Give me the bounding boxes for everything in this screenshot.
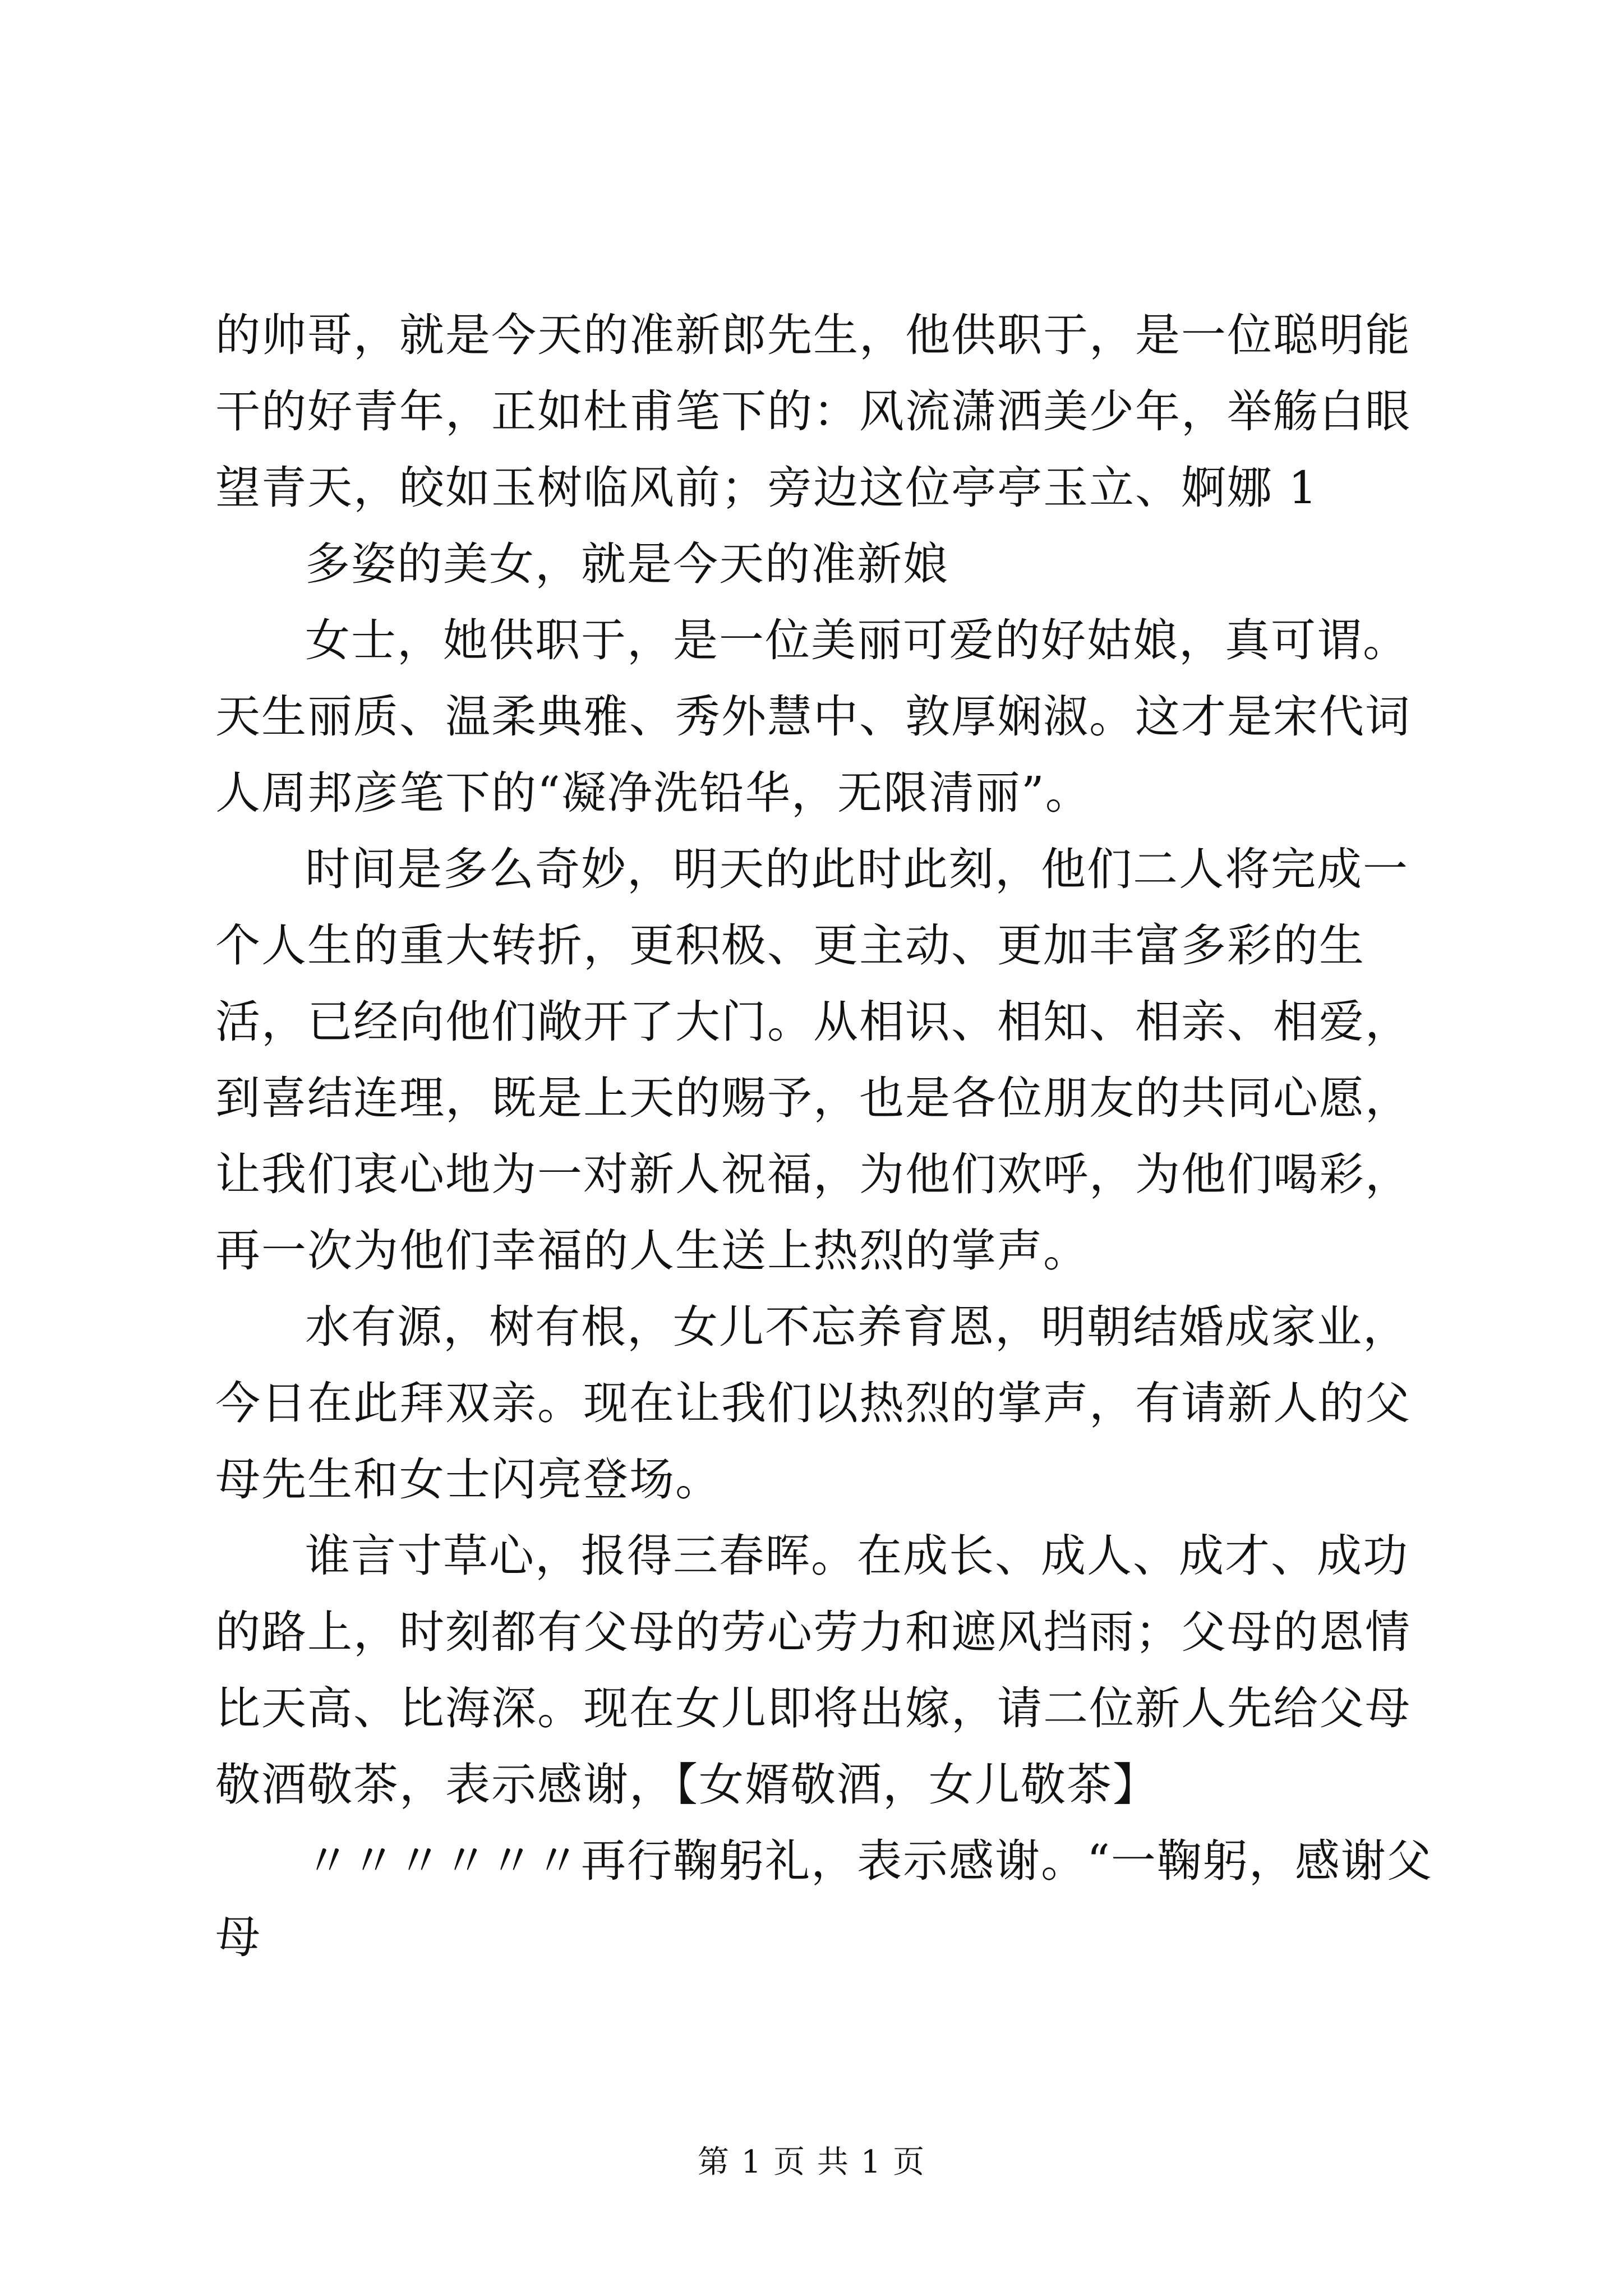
document-body [215, 297, 1438, 1976]
paragraph-bride-intro: 女士，她供职于，是一位美丽可爱的好姑娘，真可谓。天生丽质、温柔典雅、秀外慧中、敦厚娴淑。这才是宋代词人周邦彦笔下的“凝净洗铅华，无限清丽”。 [215, 614, 1411, 819]
paragraph-blessing: 时间是多么奇妙，明天的此时此刻，他们二人将完成一个人生的重大转折，更积极、更主动、更加丰富多彩的生活，已经向他们敞开了大门。从相识、相知、相亲、相爱，到喜结连理，既是上天的赐予，也是各位朋友的共同心愿，让我们衷心地为一对新人祝福，为他们欢呼，为他们喝彩，再一次为他们幸福的人生送上热烈的掌声。 [215, 843, 1411, 1277]
paragraph-parents-invite: 水有源，树有根，女儿不忘养育恩，明朝结婚成家业，今日在此拜双亲。现在让我们以热烈的掌声，有请新人的父母先生和女士闪亮登场。 [215, 1301, 1411, 1506]
page-footer: 第 1 页 共 1 页 [697, 2144, 926, 2180]
paragraph-bow: 〃〃〃〃〃〃再行鞠躬礼，表示感谢。“一鞠躬，感谢父母 [215, 1835, 1433, 1963]
paragraph-bride-intro-start: 多姿的美女，就是今天的准新娘 [305, 538, 949, 590]
paragraph-groom-intro: 的帅哥，就是今天的准新郎先生，他供职于，是一位聪明能干的好青年，正如杜甫笔下的：风流潇洒美少年，举觞白眼望青天，皎如玉树临风前；旁边这位亭亭玉立、婀娜 1 [215, 309, 1411, 514]
paragraph-toast: 谁言寸草心，报得三春晖。在成长、成人、成才、成功的路上，时刻都有父母的劳心劳力和遮风挡雨；父母的恩情比天高、比海深。现在女儿即将出嫁，请二位新人先给父母敬酒敬茶，表示感谢，【女婿敬酒，女儿敬茶】 [215, 1530, 1411, 1811]
